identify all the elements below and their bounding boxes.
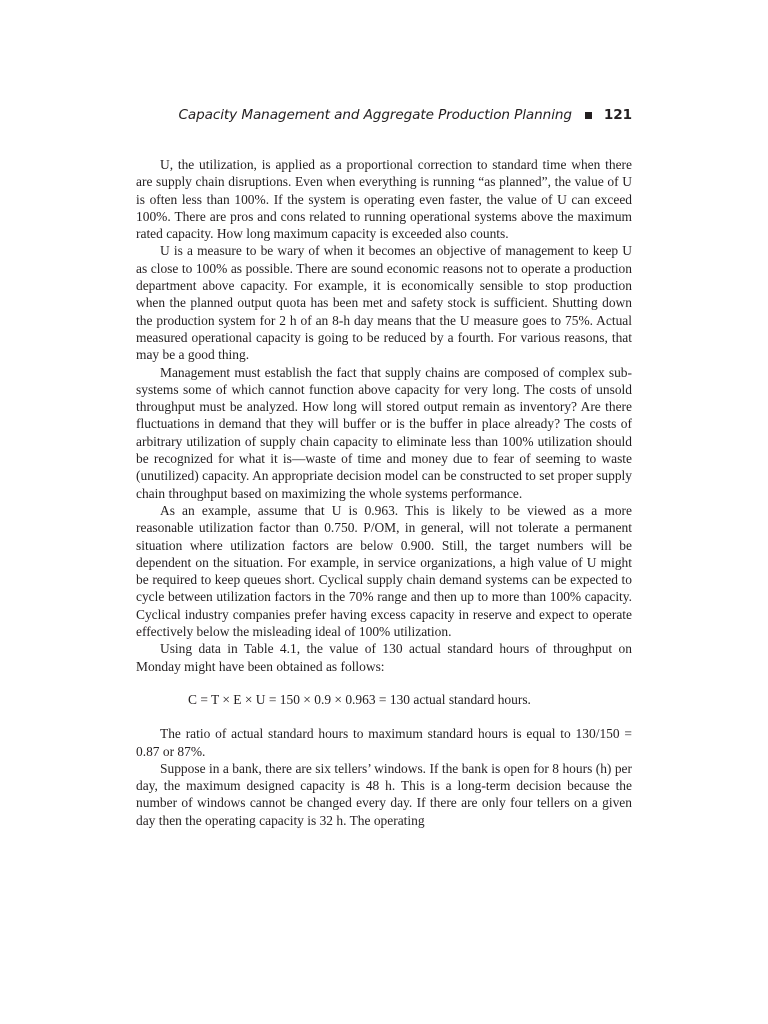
paragraph-u-measure: U is a measure to be wary of when it becomes an objective of management to keep U as close to 100% as possible. There are sound economic reasons not to operate a production department above capacity. For example, it is economically sensible to stop production when the planned output quota has been met and safety stock is sufficient. Shutting down the production system for 2 h of an 8-h day means that the U measure goes to 75%. Actual measured operational capacity is going to be reduced by a fourth. For various reasons, that may be a good thing. xyxy=(136,243,632,363)
paragraph-bank: Suppose in a bank, there are six tellers’ windows. If the bank is open for 8 hours (h) per day, the maximum designed capacity is 48 h. This is a long-term decision because the number of windows cannot be changed every day. If there are only four tellers on a given day then the operating capacity is 32 h. The operating xyxy=(136,760,632,828)
page-number: 121 xyxy=(603,107,632,123)
equation: C = T × E × U = 150 × 0.9 × 0.963 = 130 actual standard hours. xyxy=(188,691,531,707)
paragraph-ratio: The ratio of actual standard hours to maximum standard hours is equal to 130/150 = 0.87 or 87%. xyxy=(136,726,632,759)
paragraph-utilization: U, the utilization, is applied as a proportional correction to standard time when there are supply chain disruptions. Even when everything is running “as planned”, the value of U is often less than 100%. If the system is operating even faster, the value of U can exceed 100%. There are pros and cons related to running operational systems above the maximum rated capacity. How long maximum capacity is exceeded also counts. xyxy=(136,157,632,242)
paragraph-table-reference: Using data in Table 4.1, the value of 130 actual standard hours of throughput on Monday might have been obtained as follows: xyxy=(136,641,632,674)
paragraph-example: As an example, assume that U is 0.963. This is likely to be viewed as a more reasonable utilization factor than 0.750. P/OM, in general, will not tolerate a permanent situation where utilization factors are below 0.900. Still, the target numbers will be dependent on the situation. For example, in service organizations, a high value of U might be required to keep queues short. Cyclical supply chain demand systems can be expected to cycle between utilization factors in the 70% range and then up to more than 100% capacity. Cyclical industry companies prefer having excess capacity in reserve and expect to operate effectively below the misleading ideal of 100% utilization. xyxy=(136,502,632,640)
square-bullet-icon xyxy=(585,112,592,119)
running-head-title: Capacity Management and Aggregate Production Planning xyxy=(178,107,572,123)
body-text xyxy=(136,156,632,829)
paragraph-management: Management must establish the fact that supply chains are composed of complex sub-systems some of which cannot function above capacity for very long. The costs of unsold throughput must be analyzed. How long will stored output remain as inventory? Are there fluctuations in demand that they will buffer or is the buffer in place already? The costs of arbitrary utilization of supply chain capacity to eliminate less than 100% utilization should be recognized for what it is—waste of time and money due to fear of seeming to waste (unutilized) capacity. An appropriate decision model can be constructed to set proper supply chain throughput based on maximizing the whole systems performance. xyxy=(136,364,632,501)
running-head xyxy=(136,104,632,126)
